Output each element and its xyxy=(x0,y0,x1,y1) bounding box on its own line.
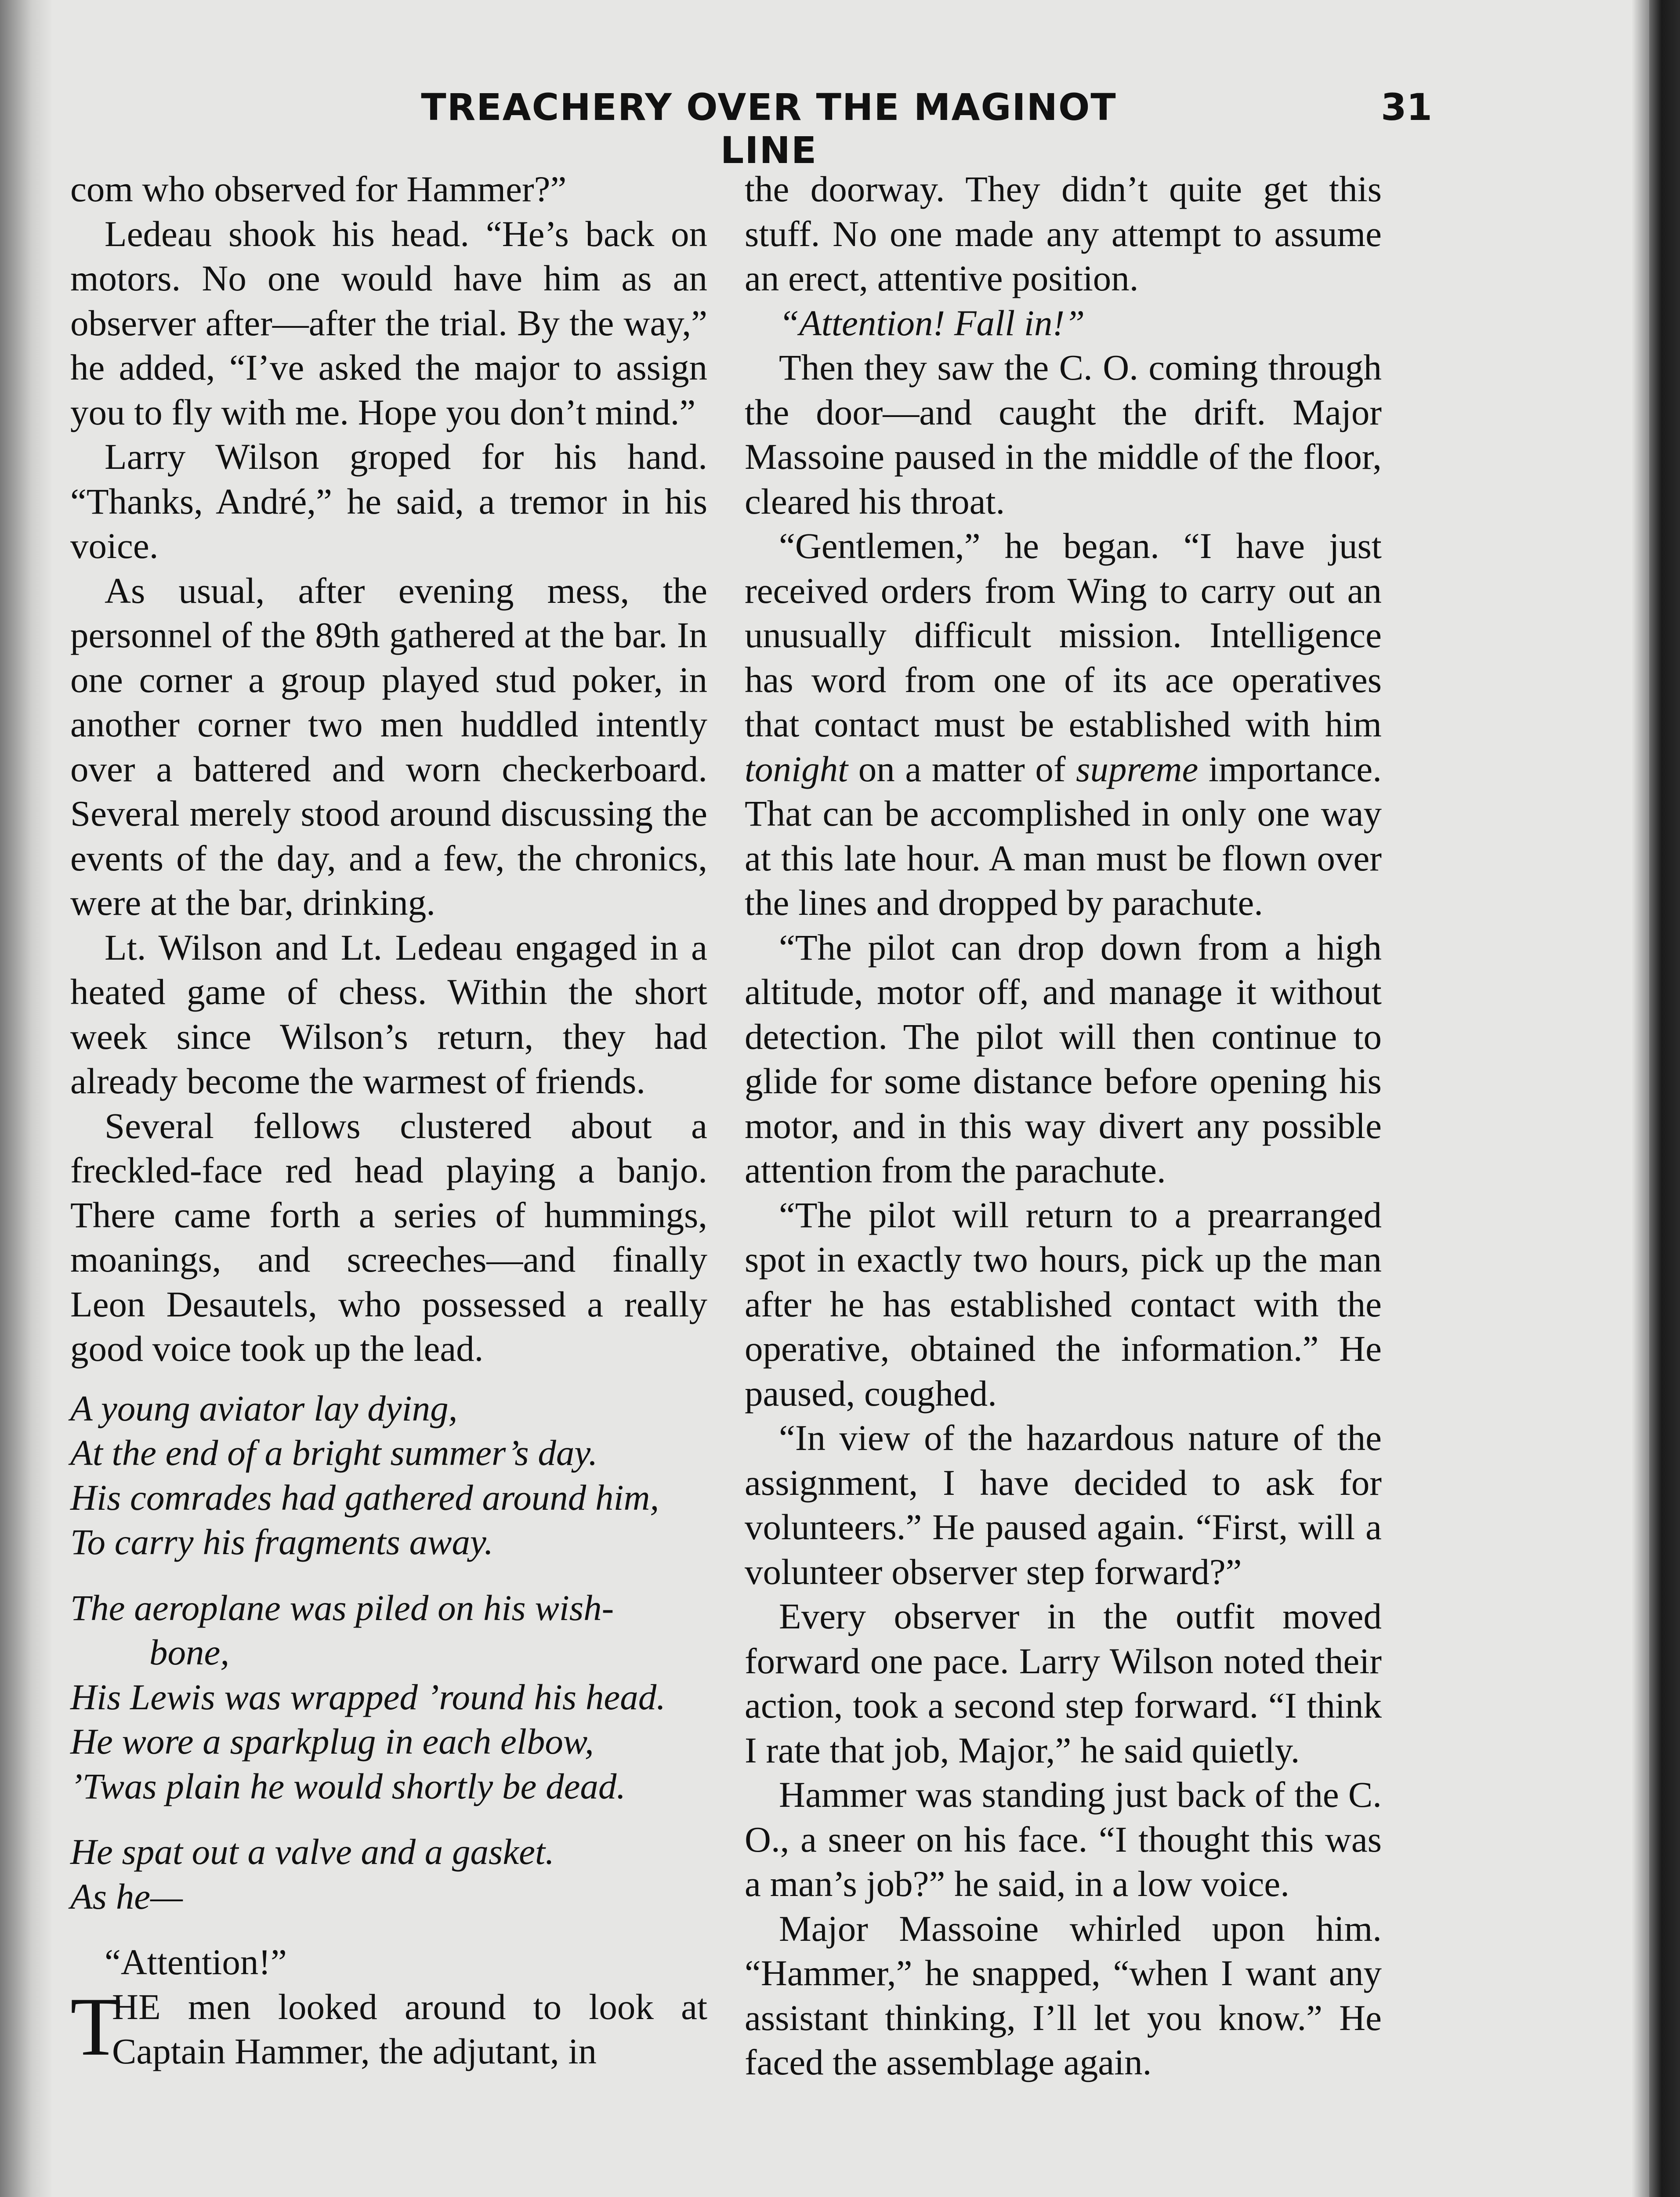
page-edge-shadow xyxy=(1632,0,1649,2197)
verse-line: He spat out a valve and a gasket. xyxy=(70,1831,554,1872)
verse-line: His Lewis was wrapped ’round his head. xyxy=(70,1676,666,1717)
emphasis: supreme xyxy=(1076,748,1198,789)
verse-line: He wore a sparkplug in each elbow, xyxy=(70,1721,594,1762)
verse-line: The aeroplane was piled on his wish- xyxy=(70,1587,614,1628)
page-number: 31 xyxy=(1381,86,1432,129)
dropcap-paragraph xyxy=(70,1980,707,2074)
text-run: “Gentlemen,” he began. “I have just received orders from Wing to carry out an unusually difficult mission. Intelligence has word from one of its ace operatives that contact must be established with him xyxy=(745,526,1382,744)
song-verse xyxy=(70,1386,707,1919)
paragraph-text: HE men looked around to look at Captain Hammer, the adjutant, in xyxy=(112,1986,707,2071)
paragraph: As usual, after evening mess, the personnel of the 89th gathered at the bar. In one corner a group played stud poker, in another corner two men huddled intently over a battered and worn checkerboard. Several merely stood around discussing the events of the day, and a few, the chronics, were at the bar, drinking. xyxy=(70,570,707,923)
paragraph: “In view of the hazardous nature of the assignment, I have decided to ask for volunteers.” He paused again. “First, will a volunteer observer step forward?” xyxy=(745,1418,1382,1592)
paragraph: Lt. Wilson and Lt. Ledeau engaged in a heated game of chess. Within the short week since Wilson’s return, they had already become the warmest of friends. xyxy=(70,927,707,1101)
verse-line: His comrades had gathered around him, xyxy=(70,1477,659,1518)
stanza xyxy=(70,1386,707,1565)
verse-line: To carry his fragments away. xyxy=(70,1522,494,1562)
binding-shadow xyxy=(0,0,53,2197)
paragraph: “The pilot will return to a prearranged spot in exactly two hours, pick up the man after he has established contact with the operative, obtained the information.” He paused, coughed. xyxy=(745,1194,1382,1414)
paragraph: Several fellows clustered about a freckled-face red head playing a banjo. There came forth a series of hummings, moanings, and screeches—and finally Leon Desautels, who possessed a really good voice took up the lead. xyxy=(70,1105,707,1369)
paragraph: “Attention! Fall in!” xyxy=(779,302,1085,343)
right-column xyxy=(745,167,1382,2085)
paragraph: Ledeau shook his head. “He’s back on motors. No one would have him as an observer after—after the trial. By the way,” he added, “I’ve asked the major to assign you to fly with me. Hope you don’t mind.” xyxy=(70,213,707,432)
stanza xyxy=(70,1586,707,1809)
text-run: on a matter of xyxy=(848,748,1076,789)
paragraph: Then they saw the C. O. coming through the door—and caught the drift. Major Massoine paused in the middle of the floor, cleared his throat. xyxy=(745,347,1382,522)
drop-cap: T xyxy=(70,1980,122,2073)
verse-line-continuation: bone, xyxy=(149,1632,230,1672)
paragraph: Hammer was standing just back of the C. O., a sneer on his face. “I thought this was a man’s job?” he said, in a low voice. xyxy=(745,1774,1382,1904)
verse-line: As he— xyxy=(70,1876,183,1917)
left-column xyxy=(70,167,707,2074)
paragraph: Larry Wilson groped for his hand. “Thanks, André,” he said, a tremor in his voice. xyxy=(70,436,707,566)
paragraph: “The pilot can drop down from a high altitude, motor off, and manage it without detection. The pilot will then continue to glide for some distance before opening his motor, and in this way divert any possible attention from the parachute. xyxy=(745,927,1382,1190)
page-edge xyxy=(1649,0,1680,2197)
paragraph xyxy=(745,524,1382,925)
stanza xyxy=(70,1830,707,1919)
verse-line: At the end of a bright summer’s day. xyxy=(70,1432,598,1473)
paragraph: Every observer in the outfit moved forward one pace. Larry Wilson noted their action, took a second step forward. “I think I rate that job, Major,” he said quietly. xyxy=(745,1596,1382,1770)
attention-line: “Attention!” xyxy=(105,1942,287,1982)
verse-line: ’Twas plain he would shortly be dead. xyxy=(70,1766,626,1806)
text-run: importance. That can be accomplished in only one way at this late hour. A man must be flown over the lines and dropped by parachute. xyxy=(745,748,1382,923)
running-title: TREACHERY OVER THE MAGINOT LINE xyxy=(421,86,1117,172)
paragraph: Major Massoine whirled upon him. “Hammer,” he snapped, “when I want any assistant thinking, I’ll let you know.” He faced the assemblage again. xyxy=(745,1908,1382,2082)
paragraph: the doorway. They didn’t quite get this stuff. No one made any attempt to assume an erect, attentive position. xyxy=(745,169,1382,298)
emphasis: tonight xyxy=(745,748,848,789)
verse-line: A young aviator lay dying, xyxy=(70,1388,458,1428)
paragraph: com who observed for Hammer?” xyxy=(70,169,567,209)
